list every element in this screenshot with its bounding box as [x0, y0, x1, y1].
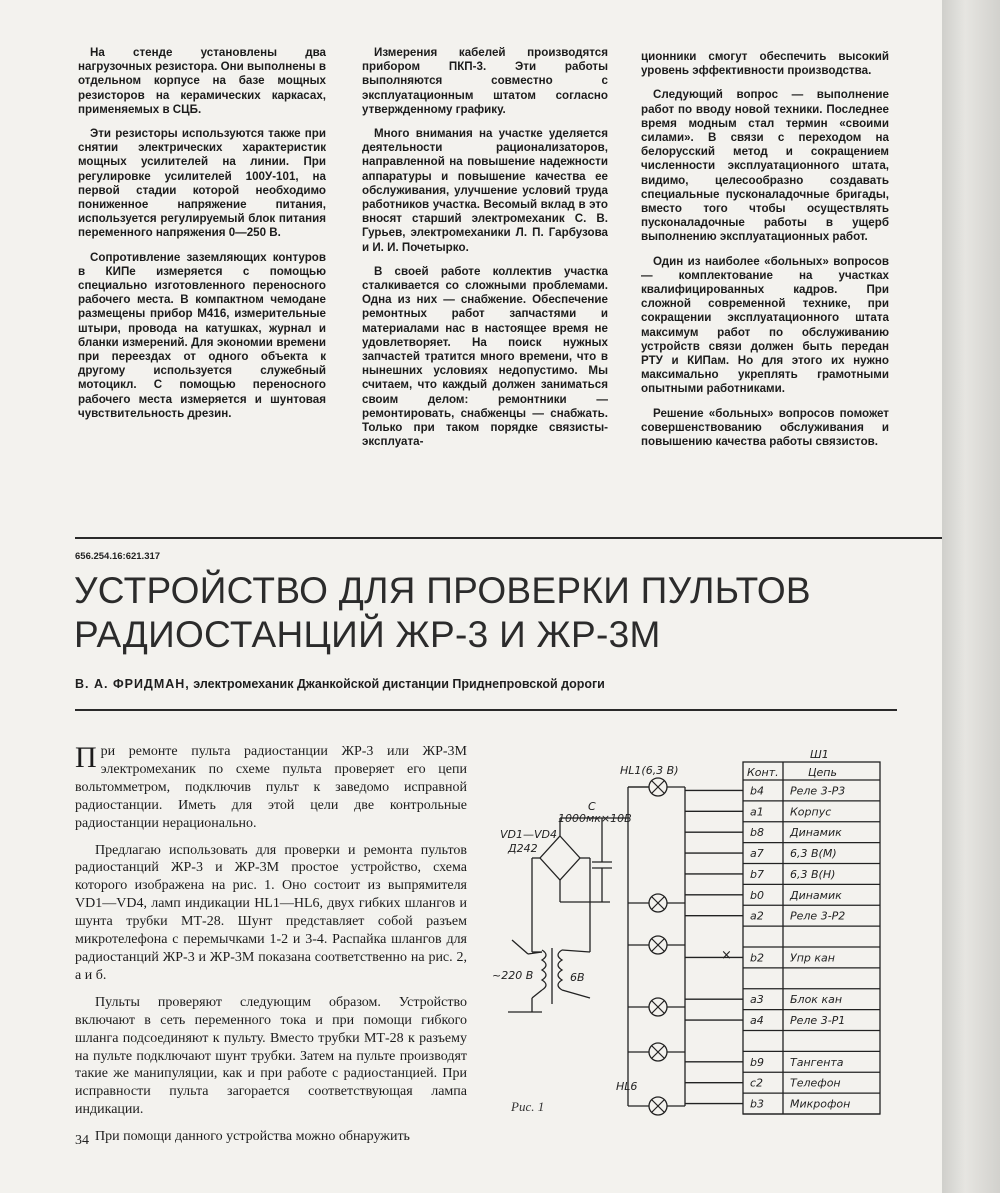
table-cell-cont: b7: [750, 867, 764, 881]
mains-label: ~220 В: [492, 969, 534, 982]
table-cell-circuit: Тангента: [790, 1055, 844, 1069]
indicator-lamp-icon: [649, 1043, 667, 1061]
schematic-diagram: [480, 740, 940, 1130]
page-number: 34: [75, 1133, 89, 1148]
table-header-circuit: Цепь: [808, 766, 837, 779]
table-header-cont: Конт.: [747, 766, 779, 779]
diode-type: Д242: [508, 842, 538, 855]
indicator-lamp-icon: [649, 998, 667, 1016]
table-cell-cont: a1: [750, 805, 764, 819]
table-cell-cont: b4: [750, 784, 764, 798]
transformer-primary: [542, 950, 546, 990]
indicator-lamp-icon: [649, 894, 667, 912]
indicator-lamp-icon: [649, 1097, 667, 1115]
table-cell-circuit: Микрофон: [790, 1097, 851, 1111]
connector-label: Ш1: [810, 748, 829, 761]
lamp-top-label: HL1(6,3 В): [620, 764, 679, 777]
text-column-3: [641, 50, 889, 459]
table-cell-circuit: Реле 3-Р1: [790, 1014, 846, 1028]
table-cell-cont: b3: [750, 1097, 764, 1111]
udc-code: 656.254.16:621.317: [75, 551, 161, 562]
secondary-label: 6В: [570, 971, 585, 984]
table-cell-circuit: 6,3 В(М): [790, 847, 837, 861]
title-line: УСТРОЙСТВО ДЛЯ ПРОВЕРКИ ПУЛЬТОВ: [74, 570, 811, 611]
table-cell-cont: c2: [750, 1076, 764, 1090]
schematic-figure: [480, 740, 940, 1130]
paragraph: При помощи данного устройства можно обнаружить: [95, 1129, 410, 1145]
table-cell-circuit: 6,3 В(Н): [790, 867, 836, 881]
table-cell-cont: b0: [750, 888, 764, 902]
lamp-bottom-label: HL6: [616, 1080, 638, 1093]
table-cell-cont: a4: [750, 1014, 764, 1028]
paragraph: Эти резисторы используются также при снятии электрических характеристик мощных усилителей на линии. При регулировке усилителей 100У-101, на первой стадии которой необходимо пониженное напряжение питания, используется регулируемый блок питания переменного напряжения 0—250 В.: [78, 127, 326, 240]
table-cell-circuit: Телефон: [790, 1076, 841, 1090]
capacitor-label: С: [588, 800, 596, 813]
byline: [75, 677, 605, 691]
paragraph: В своей работе коллектив участка сталкивается со сложными проблемами. Одна из них — снабжение. Обеспечение ремонтных работ запчастями и материалами нас в настоящее время не удовлетворяет. На поиск нужных запчастей тратится много времени, что в нынешних условиях недопустимо. Мы считаем, что каждый должен заниматься своим делом: ремонтники — ремонтировать, снабженцы — снабжать. Только при таком порядке связисты-эксплуата-: [362, 264, 608, 449]
paragraph: Пульты проверяют следующим образом. Устройство включают в сеть переменного тока и при помощи гибкого шланга подсоединяют к пульту. Вместо трубки МТ-28 к разъему на пульте подключают шунт трубки. Затем на пульте производят такие же манипуляции, как и при работе с радиостанцией. При исправности пульта загорается соответствующая лампа индикации.: [75, 994, 467, 1118]
author-role: электромеханик Джанкойской дистанции Приднепровской дороги: [193, 677, 605, 691]
table-cell-circuit: Динамик: [790, 826, 842, 840]
paragraph-text: ри ремонте пульта радиостанции ЖР-3 или ЖР-3М электромеханик по схеме пульта проверяет его цепи вольтомметром, подключив пульт к заведомо исправной радиостанции. Иметь для этой цели две контрольные радиостанции нерационально.: [75, 744, 467, 831]
paragraph: [75, 743, 467, 833]
page-edge: [942, 0, 1000, 1193]
mains-switch: [512, 940, 528, 954]
paragraph: Сопротивление заземляющих контуров в КИПе измеряется с помощью специально изготовленного переносного рабочего места. В компактном чемодане размещены прибор М416, измерительные штыри, провода на катушках, журнал и бланки измерений. Для экономии времени при переездах от одного объекта к другому используется служебный мотоцикл. С помощью переносного рабочего места измеряется и шунтовая чувствительность дрезин.: [78, 250, 326, 420]
table-cell-circuit: Реле 3-Р3: [790, 784, 846, 798]
diode-bridge: [540, 836, 580, 880]
table-cell-circuit: Реле 3-Р2: [790, 909, 846, 923]
diode-label: VD1—VD4: [500, 828, 557, 841]
figure-caption: Рис. 1: [511, 1099, 545, 1114]
paragraph: Решение «больных» вопросов поможет совершенствованию обслуживания и повышению качества работы связистов.: [641, 406, 889, 449]
paragraph: Измерения кабелей производятся прибором ПКП-3. Эти работы выполняются совместно с эксплуатационным штатом согласно утвержденному графику.: [362, 46, 608, 116]
table-cell-cont: a7: [750, 847, 764, 861]
title-line: РАДИОСТАНЦИЙ ЖР-3 И ЖР-3М: [74, 614, 661, 655]
table-cell-circuit: Блок кан: [790, 993, 843, 1007]
transformer-secondary: [558, 950, 562, 990]
author-name: В. А. ФРИДМАН,: [75, 677, 190, 691]
section-divider: [75, 537, 942, 539]
indicator-lamp-icon: [649, 936, 667, 954]
table-cell-cont: a3: [750, 993, 764, 1007]
break-mark: ×: [721, 948, 732, 963]
article-body: [75, 743, 467, 1155]
table-cell-circuit: Корпус: [790, 805, 832, 819]
paragraph: На стенде установлены два нагрузочных резистора. Они выполнены в отдельном корпусе на базе мощных резисторов на керамических каркасах, применяемых в СЦБ.: [78, 46, 326, 116]
indicator-lamp-icon: [649, 778, 667, 796]
capacitor-value: 1000мк×10В: [558, 812, 632, 825]
table-cell-cont: b9: [750, 1055, 764, 1069]
paragraph: ционники смогут обеспечить высокий уровень эффективности производства.: [641, 50, 889, 78]
table-cell-cont: b2: [750, 951, 764, 965]
table-cell-circuit: Динамик: [790, 888, 842, 902]
paragraph: Предлагаю использовать для проверки и ремонта пультов радиостанций ЖР-3 и ЖР-3М простое устройство, схема которого изображена на рис. 1. Оно состоит из выпрямителя VD1—VD4, ламп индикации HL1—HL6, двух гибких шлангов и шунта трубки МТ-28. Шунт представляет собой разъем микротелефона с перемычками 1-2 и 3-4. Распайка шлангов для радиостанций ЖР-3 и ЖР-3М показана соответственно на рис. 2, а и б.: [75, 842, 467, 983]
text-column-2: [362, 46, 608, 459]
drop-cap: П: [75, 741, 97, 774]
article-title: [74, 569, 811, 657]
text-column-1: [78, 46, 326, 431]
table-cell-circuit: Упр кан: [790, 951, 835, 965]
paragraph: Много внимания на участке уделяется деятельности рационализаторов, направленной на повышение надежности аппаратуры и повышение качества ее обслуживания, улучшение условий труда работников участка. Весомый вклад в это вносят старший электромеханик С. В. Гурьев, электромеханики Л. П. Гарбузова и И. И. Почетыркo.: [362, 127, 608, 254]
table-cell-cont: a2: [750, 909, 764, 923]
byline-divider: [75, 709, 897, 711]
paragraph: Один из наиболее «больных» вопросов — комплектование на участках квалифицированных кадров. При сложной современной технике, при сокращении эксплуатационного штата максимум работ по обслуживанию устройств связи должен быть передан РТУ и КИПам. Но для этого их нужно максимально укреплять грамотными опытными работниками.: [641, 254, 889, 396]
paragraph: Следующий вопрос — выполнение работ по вводу новой техники. Последнее время модным стал термин «своими силами». В связи с переходом на белорусский метод и сокращением численности эксплуатационного штата, видимо, целесообразно создавать специальные пусконаладочные бригады, вместо того чтобы осуществлять пусконаладочные работы в ущерб выполнению эксплуатационных работ.: [641, 88, 889, 244]
table-cell-cont: b8: [750, 826, 764, 840]
